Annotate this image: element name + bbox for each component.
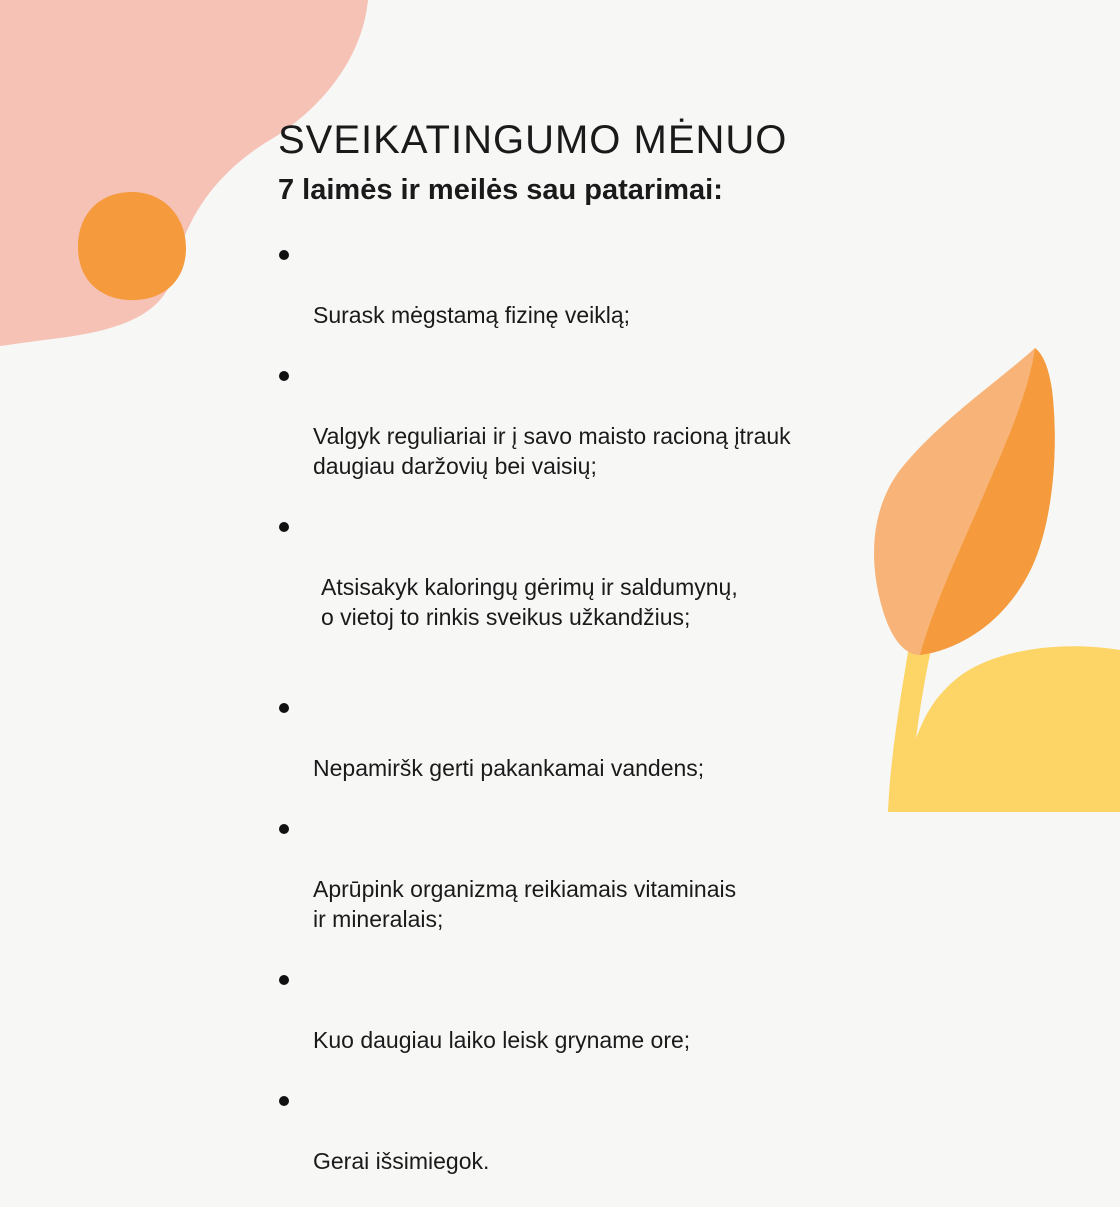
bullet-icon: [279, 371, 289, 381]
orange-circle-shape: [78, 192, 186, 300]
list-item: [278, 965, 978, 1055]
bullet-icon: [279, 975, 289, 985]
bullet-icon: [279, 522, 289, 532]
list-item: [278, 361, 978, 481]
bullet-icon: [279, 1096, 289, 1106]
list-item: [278, 814, 978, 934]
bullet-icon: [279, 703, 289, 713]
bullet-icon: [279, 824, 289, 834]
tip-text: Surask mėgstamą fizinę veiklą;: [313, 302, 631, 328]
tip-text: Aprūpink organizmą reikiamais vitaminais ir mineralais;: [313, 876, 737, 932]
list-item: [278, 240, 978, 330]
list-item: [278, 512, 978, 662]
tip-text: Atsisakyk kaloringų gėrimų ir saldumynų, o vietoj to rinkis sveikus užkandžius;: [321, 574, 738, 630]
tip-text: Gerai išsimiegok.: [313, 1148, 490, 1174]
tip-text: Nepamiršk gerti pakankamai vandens;: [313, 755, 705, 781]
tips-list: [278, 240, 978, 1176]
tip-text: Kuo daugiau laiko leisk gryname ore;: [313, 1027, 691, 1053]
main-content: [278, 116, 978, 1207]
list-item: [278, 1086, 978, 1176]
list-item: [278, 693, 978, 783]
page-title: SVEIKATINGUMO MĖNUO: [278, 118, 788, 162]
bullet-icon: [279, 250, 289, 260]
tip-text: Valgyk reguliariai ir į savo maisto racioną įtrauk daugiau daržovių bei vaisių;: [313, 423, 791, 479]
page-subtitle: 7 laimės ir meilės sau patarimai:: [278, 174, 723, 206]
